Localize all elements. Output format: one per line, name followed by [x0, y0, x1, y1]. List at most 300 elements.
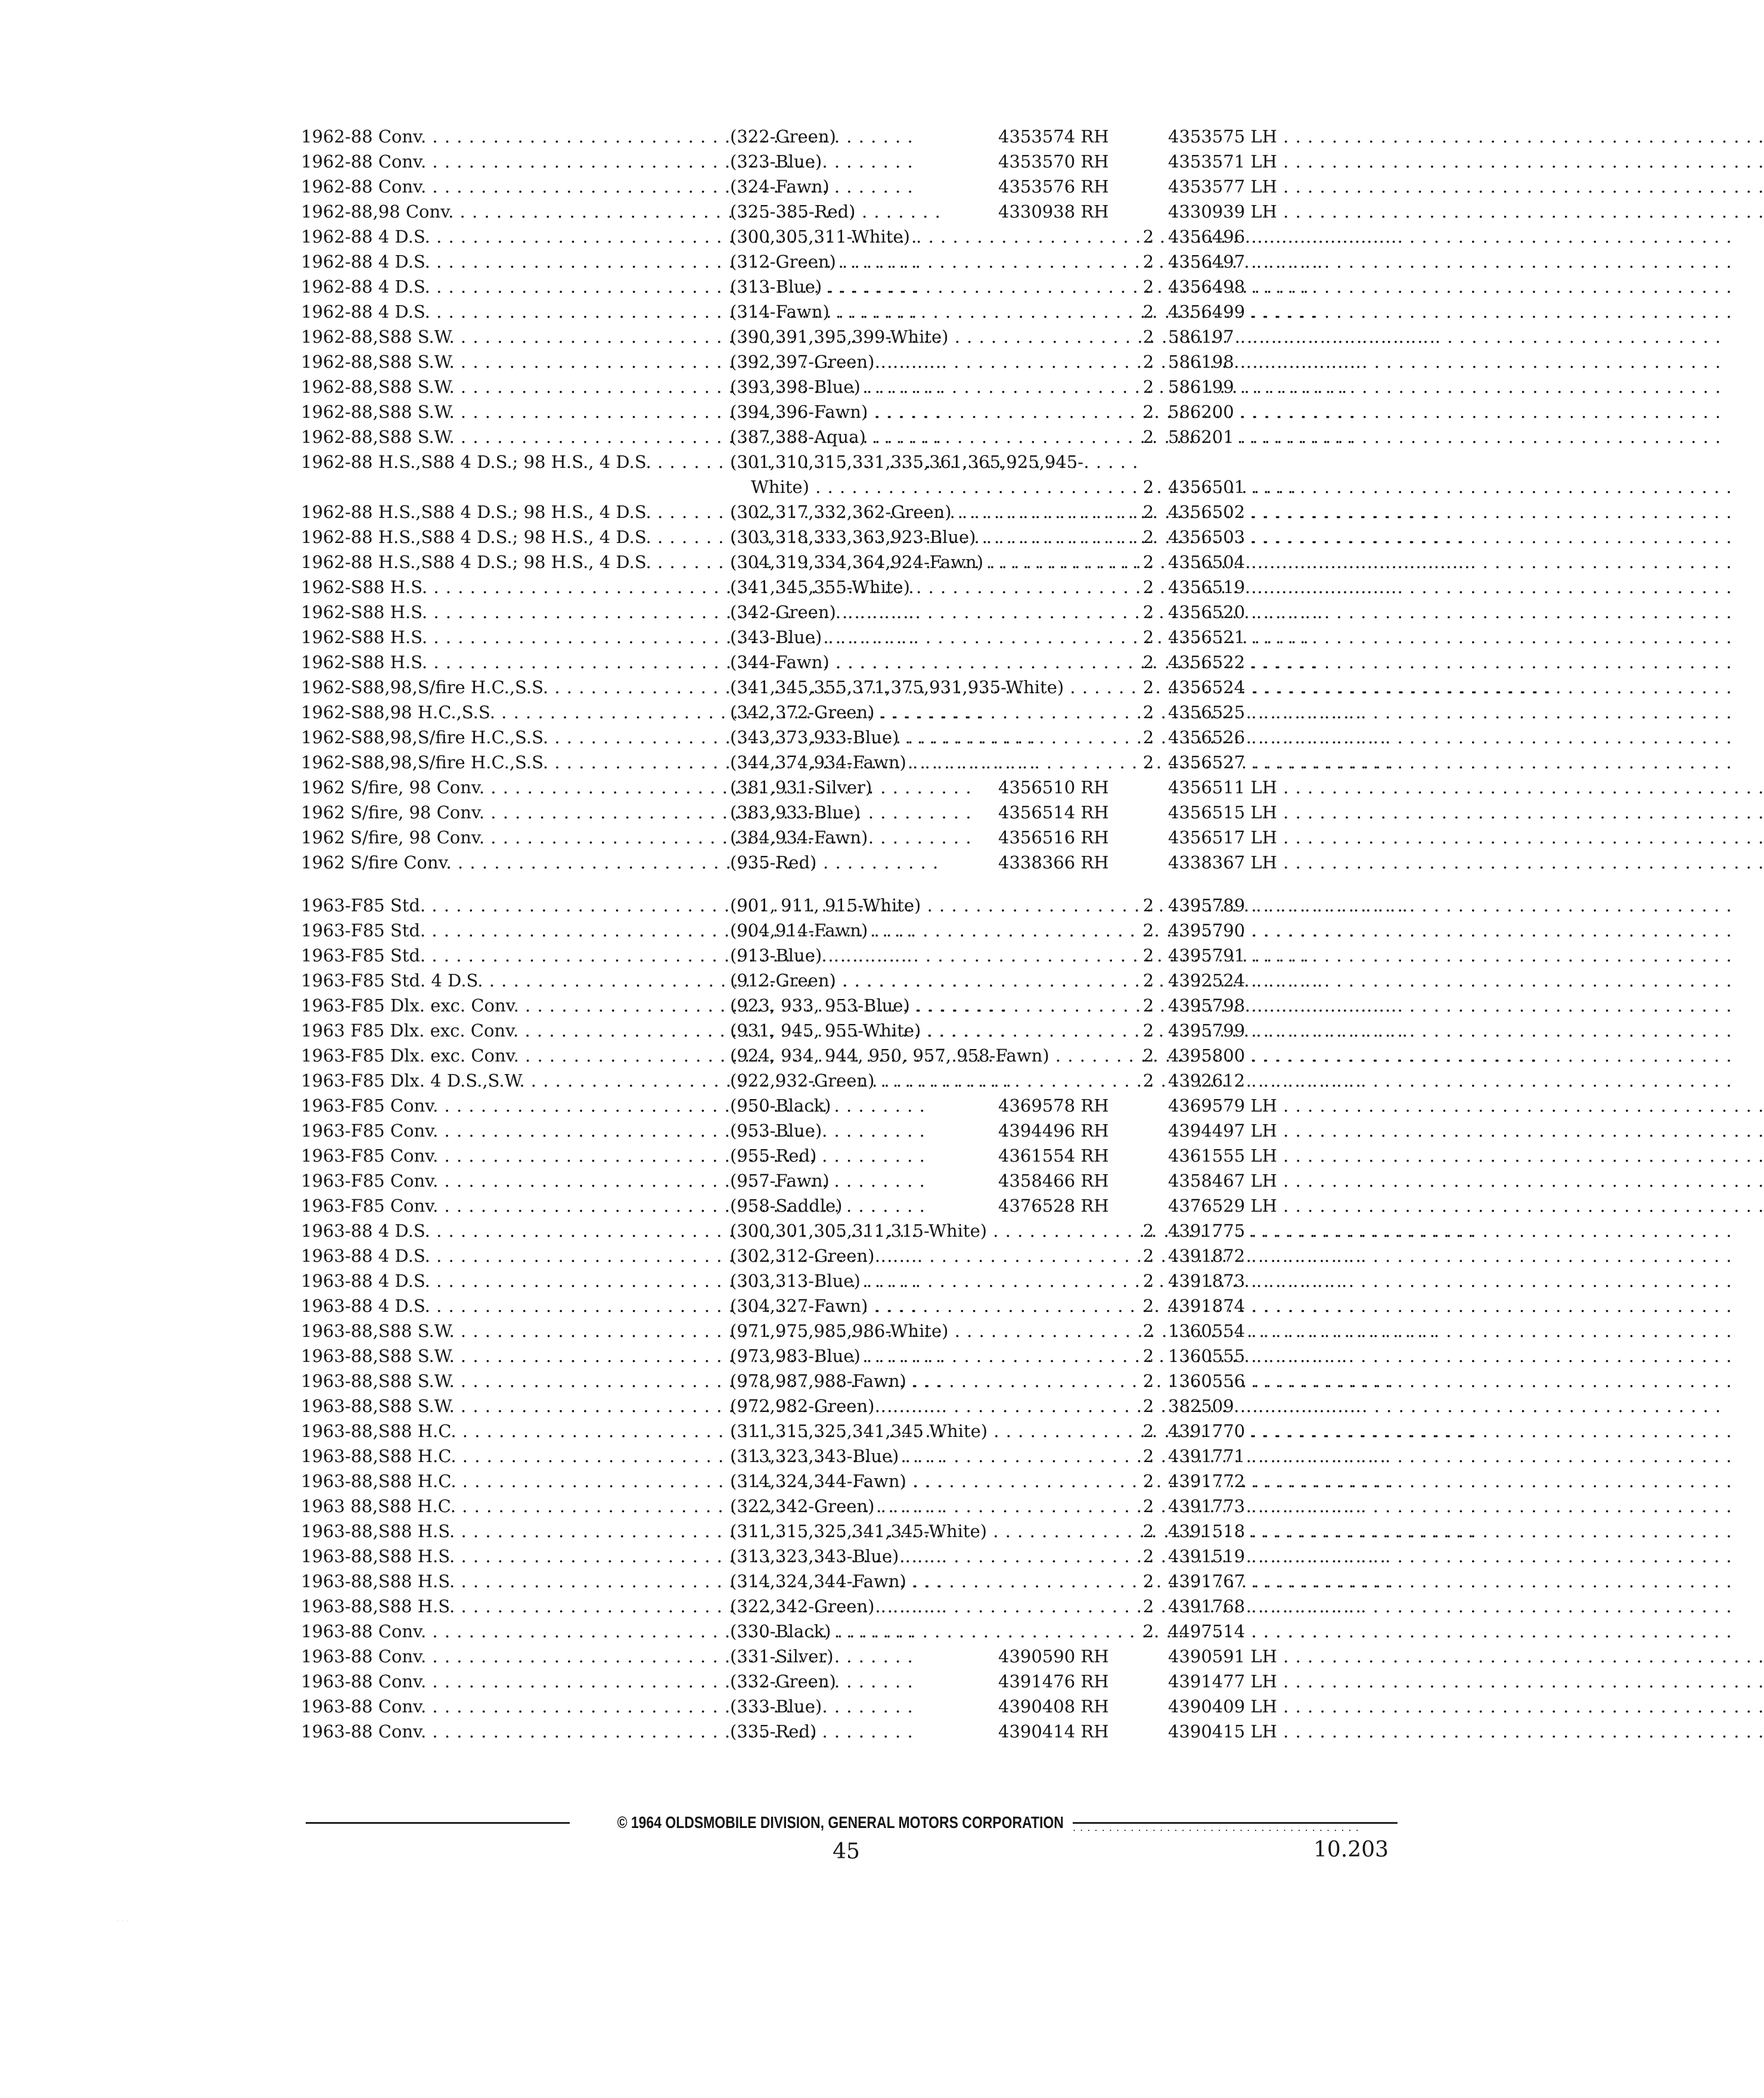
model-cell: 1963 88,S88 H.C. . . .	[301, 1494, 718, 1519]
color-code-cell: (331-Silver)	[730, 1646, 834, 1666]
part-number-cell: 4391477 LH . . .	[1168, 1669, 1403, 1694]
color-code-cell: (313,323,343-Blue) . . .	[730, 1444, 1129, 1469]
color-code-cell: (393,398-Blue) . . .	[730, 374, 1129, 399]
part-number-cell: 586201 . . .	[1168, 424, 1403, 449]
color-code-cell: (322,342-Green) . . .	[730, 1594, 1129, 1619]
table-row	[301, 1318, 1403, 1343]
part-number-cell: 4395790 . . .	[1168, 918, 1403, 943]
part-number-cell: 1360554 . . .	[1168, 1318, 1403, 1343]
table-row	[301, 1419, 1403, 1444]
table-row	[301, 1619, 1403, 1644]
model-cell: 1962-88,S88 S.W. . . .	[301, 324, 718, 349]
model-cell: 1962-S88,98,S/fire H.C.,S.S. . . .	[301, 725, 718, 750]
model-cell: 1962-88 H.S.,S88 4 D.S.; 98 H.S., 4 D.S. . . .	[301, 524, 718, 550]
model-cell: 1962-S88,98,S/fire H.C.,S.S. . . .	[301, 750, 718, 775]
quantity-cell: 2	[1142, 1421, 1154, 1441]
part-number-cell: 4356501 . . .	[1168, 474, 1403, 499]
color-code-cell: (924, 934, 944, 950, 957, 958-Fawn) . . .	[730, 1043, 1129, 1068]
quantity-cell: 2	[1142, 502, 1154, 522]
right-hand-part-number: 4394496 RH	[998, 1121, 1109, 1141]
color-code-cell: (332-Green)	[730, 1671, 836, 1692]
part-number-cell: 4353575 LH . . .	[1168, 124, 1403, 149]
table-row	[301, 149, 1403, 174]
table-row	[301, 1469, 1403, 1494]
model-cell: 1963-88,S88 H.S. . . .	[301, 1569, 718, 1594]
color-code-cell: (322,342-Green) . . .	[730, 1494, 1129, 1519]
quantity-cell: 2	[1142, 477, 1154, 497]
quantity-cell: 2	[1142, 1521, 1154, 1541]
model-cell: 1962-88 Conv. . . .	[301, 124, 718, 149]
color-code-cell: (300,301,305,311,315-White) . . .	[730, 1218, 1129, 1243]
table-row	[301, 1368, 1403, 1394]
table-row	[301, 943, 1403, 968]
part-number-cell: 586199 . . .	[1168, 374, 1403, 399]
table-row	[301, 1168, 1403, 1193]
table-row	[301, 199, 1403, 224]
quantity-cell: 2	[1142, 552, 1154, 572]
model-cell: 1963-88,S88 H.C. . . .	[301, 1469, 718, 1494]
table-row	[301, 1068, 1403, 1093]
model-cell: 1962 S/fire, 98 Conv. . . .	[301, 800, 718, 825]
table-row	[301, 650, 1403, 675]
part-number-cell: 4356520 . . .	[1168, 600, 1403, 625]
color-code-cell: (323-Blue)	[730, 151, 822, 172]
color-code-cell: (343,373,933-Blue) . . .	[730, 725, 1129, 750]
table-row	[301, 625, 1403, 650]
part-number-cell: 586197 . . .	[1168, 324, 1403, 349]
part-number-cell: 4356525 . . .	[1168, 700, 1403, 725]
model-cell: 1963-F85 Std. . . .	[301, 918, 718, 943]
footer-rule-left	[306, 1822, 570, 1824]
table-row	[301, 1118, 1403, 1143]
right-hand-part-number: 4390414 RH	[998, 1721, 1109, 1742]
model-cell: 1963-88,S88 H.S. . . .	[301, 1594, 718, 1619]
model-cell: 1962-88 Conv. . . .	[301, 174, 718, 199]
quantity-cell: 2	[1142, 602, 1154, 622]
part-number-cell: 4391768 . . .	[1168, 1594, 1403, 1619]
color-code-cell: (342-Green) . . .	[730, 600, 1129, 625]
color-code-cell: (978,987,988-Fawn) . . .	[730, 1368, 1129, 1394]
table-row	[301, 274, 1403, 299]
model-cell: 1962-S88 H.S. . . .	[301, 575, 718, 600]
part-number-cell: 4395791 . . .	[1168, 943, 1403, 968]
model-cell: 1963-88 Conv. . . .	[301, 1694, 718, 1719]
color-code-cell: (313-Blue) . . .	[730, 274, 1129, 299]
color-code-cell: (333-Blue)	[730, 1696, 822, 1717]
table-row	[301, 1193, 1403, 1218]
model-cell: 1962-88,S88 S.W. . . .	[301, 424, 718, 449]
table-row	[301, 550, 1403, 575]
color-code-cell: (300,305,311-White) . . .	[730, 224, 1129, 249]
color-code-cell: (912-Green) . . .	[730, 968, 1129, 993]
quantity-cell: 2	[1142, 226, 1154, 247]
model-cell: 1963-88 4 D.S. . . .	[301, 1293, 718, 1318]
right-hand-part-number: 4376528 RH	[998, 1196, 1109, 1216]
part-number-cell: 4392524 . . .	[1168, 968, 1403, 993]
part-number-cell: 4356502 . . .	[1168, 499, 1403, 524]
model-cell: 1963-88,S88 S.W. . . .	[301, 1343, 718, 1368]
table-row	[301, 918, 1403, 943]
right-hand-part-number: 4391476 RH	[998, 1671, 1109, 1692]
parts-catalog-table	[301, 124, 1403, 1744]
table-row	[301, 1243, 1403, 1268]
table-row	[301, 124, 1403, 149]
right-hand-part-number: 4353570 RH	[998, 151, 1109, 172]
table-row	[301, 174, 1403, 199]
part-number-cell: 4369579 LH . . .	[1168, 1093, 1403, 1118]
right-hand-part-number: 4390408 RH	[998, 1696, 1109, 1717]
quantity-cell: 2	[1142, 1045, 1154, 1066]
table-row	[301, 1494, 1403, 1519]
quantity-cell: 2	[1142, 895, 1154, 915]
color-code-cell: (957-Fawn)	[730, 1171, 830, 1191]
table-row	[301, 1218, 1403, 1243]
part-number-cell: 4392612 . . .	[1168, 1068, 1403, 1093]
table-row	[301, 1293, 1403, 1318]
model-cell: 1962-88 Conv. . . .	[301, 149, 718, 174]
part-number-cell: 4356524 . . .	[1168, 675, 1403, 700]
quantity-cell: 2	[1142, 327, 1154, 347]
quantity-cell: 2	[1142, 1221, 1154, 1241]
color-code-cell: (955-Red)	[730, 1146, 817, 1166]
model-cell: 1963-88 4 D.S. . . .	[301, 1243, 718, 1268]
quantity-cell: 2	[1142, 402, 1154, 422]
color-code-cell: (344-Fawn) . . .	[730, 650, 1129, 675]
color-code-cell: (325-385-Red)	[730, 201, 856, 222]
color-code-cell: (394,396-Fawn) . . .	[730, 399, 1129, 424]
part-number-cell: 4356498 . . .	[1168, 274, 1403, 299]
quantity-cell: 2	[1142, 1596, 1154, 1616]
table-row	[301, 1544, 1403, 1569]
quantity-cell: 2	[1142, 1471, 1154, 1491]
quantity-cell: 2	[1142, 995, 1154, 1016]
quantity-cell: 2	[1142, 1346, 1154, 1366]
model-cell: 1963-F85 Dlx. 4 D.S.,S.W. . . .	[301, 1068, 718, 1093]
color-code-cell: (383,933-Blue)	[730, 802, 861, 823]
model-cell: 1963 F85 Dlx. exc. Conv. . . .	[301, 1018, 718, 1043]
model-cell: 1962-88,98 Conv. . . .	[301, 199, 718, 224]
quantity-cell: 2	[1142, 1571, 1154, 1591]
color-code-continuation: White) . . .	[751, 474, 1129, 499]
color-code-cell: (971,975,985,986-White) . . .	[730, 1318, 1129, 1343]
model-cell: 1963-88,S88 H.S. . . .	[301, 1544, 718, 1569]
table-row	[301, 1694, 1403, 1719]
color-code-cell: (303,313-Blue) . . .	[730, 1268, 1129, 1293]
quantity-cell: 2	[1142, 920, 1154, 941]
model-cell: 1962-S88 H.S. . . .	[301, 625, 718, 650]
section-number: 10.203	[1313, 1838, 1389, 1862]
table-row	[301, 775, 1403, 800]
part-number-cell: 586200 . . .	[1168, 399, 1403, 424]
color-code-cell: (335-Red)	[730, 1721, 817, 1742]
model-cell: 1963-88,S88 S.W. . . .	[301, 1318, 718, 1343]
quantity-cell: 2	[1142, 1496, 1154, 1516]
color-code-cell: (311,315,325,341,345-White) . . .	[730, 1519, 1129, 1544]
right-hand-part-number: 4358466 RH	[998, 1171, 1109, 1191]
table-row	[301, 750, 1403, 775]
color-code-cell: (304,319,334,364,924-Fawn) . . .	[730, 550, 1129, 575]
part-number-cell: 4395799 . . .	[1168, 1018, 1403, 1043]
part-number-cell: 4376529 LH . . .	[1168, 1193, 1403, 1218]
part-number-cell: 4390415 LH . . .	[1168, 1719, 1403, 1744]
part-number-cell: 4353577 LH . . .	[1168, 174, 1403, 199]
right-hand-part-number: 4353576 RH	[998, 176, 1109, 197]
table-row	[301, 800, 1403, 825]
part-number-cell: 4391773 . . .	[1168, 1494, 1403, 1519]
model-cell: 1962-88 4 D.S. . . .	[301, 274, 718, 299]
part-number-cell: 4391771 . . .	[1168, 1444, 1403, 1469]
part-number-cell: 4391874 . . .	[1168, 1293, 1403, 1318]
color-code-cell: (341,345,355,371,375,931,935-White) . . .	[730, 675, 1129, 700]
part-number-cell: 1360556 . . .	[1168, 1368, 1403, 1394]
quantity-cell: 2	[1142, 1070, 1154, 1091]
color-code-cell: (302,312-Green) . . .	[730, 1243, 1129, 1268]
quantity-cell: 2	[1142, 677, 1154, 697]
model-cell: 1963-88 4 D.S. . . .	[301, 1218, 718, 1243]
part-number-cell: 4391767 . . .	[1168, 1569, 1403, 1594]
table-row	[301, 349, 1403, 374]
quantity-cell: 2	[1142, 252, 1154, 272]
quantity-cell: 2	[1142, 727, 1154, 747]
part-number-cell: 4391872 . . .	[1168, 1243, 1403, 1268]
color-code-cell: (343-Blue) . . .	[730, 625, 1129, 650]
model-cell: 1963-88,S88 S.W. . . .	[301, 1368, 718, 1394]
part-number-cell: 4356511 LH . . .	[1168, 775, 1403, 800]
model-cell: 1963-88 Conv. . . .	[301, 1719, 718, 1744]
table-row	[301, 1519, 1403, 1544]
right-hand-part-number: 4330938 RH	[998, 201, 1109, 222]
quantity-cell: 2	[1142, 1396, 1154, 1416]
table-row	[301, 524, 1403, 550]
color-code-cell: (390,391,395,399-White) . . .	[730, 324, 1129, 349]
model-cell: 1962-88 H.S.,S88 4 D.S.; 98 H.S., 4 D.S. . . .	[301, 449, 718, 474]
table-row	[301, 1018, 1403, 1043]
table-row	[301, 993, 1403, 1018]
model-cell: 1963-F85 Conv. . . .	[301, 1118, 718, 1143]
part-number-cell: 4356526 . . .	[1168, 725, 1403, 750]
model-cell: 1963-88 Conv. . . .	[301, 1644, 718, 1669]
color-code-cell: (313,323,343-Blue) . . .	[730, 1544, 1129, 1569]
right-hand-part-number: 4353574 RH	[998, 126, 1109, 147]
quantity-cell: 2	[1142, 1271, 1154, 1291]
quantity-cell: 2	[1142, 1371, 1154, 1391]
part-number-cell: 4361555 LH . . .	[1168, 1143, 1403, 1168]
color-code-cell: (387,388-Aqua) . . .	[730, 424, 1129, 449]
footer-rule-right	[1073, 1822, 1397, 1824]
model-cell: 1962 S/fire, 98 Conv. . . .	[301, 825, 718, 850]
color-code-cell: (311,315,325,341,345 White) . . .	[730, 1419, 1129, 1444]
model-cell: 1962-88 4 D.S. . . .	[301, 299, 718, 324]
table-row	[301, 449, 1403, 499]
table-row	[301, 1719, 1403, 1744]
color-code-cell: (958-Saddle)	[730, 1196, 843, 1216]
table-row	[301, 299, 1403, 324]
quantity-cell: 2	[1142, 752, 1154, 772]
model-cell: 1963-F85 Dlx. exc. Conv. . . .	[301, 993, 718, 1018]
quantity-cell: 2	[1142, 652, 1154, 672]
model-cell: 1962-S88 H.S. . . .	[301, 600, 718, 625]
part-number-cell: 4395789 . . .	[1168, 893, 1403, 918]
color-code-cell: (302,317,332,362-Green) . . .	[730, 499, 1129, 524]
right-hand-part-number: 4356510 RH	[998, 777, 1109, 797]
model-cell: 1962-88 4 D.S. . . .	[301, 249, 718, 274]
color-code-cell: (931, 945, 955-White) . . .	[730, 1018, 1129, 1043]
part-number-cell: 4391519 . . .	[1168, 1544, 1403, 1569]
part-number-cell: 382509 . . .	[1168, 1394, 1403, 1419]
table-row	[301, 1093, 1403, 1118]
color-code-cell: (953-Blue)	[730, 1121, 822, 1141]
part-number-cell: 4394497 LH . . .	[1168, 1118, 1403, 1143]
quantity-cell: 2	[1142, 970, 1154, 991]
color-code-cell: (923, 933, 953-Blue) . . .	[730, 993, 1129, 1018]
quantity-cell: 2	[1142, 627, 1154, 647]
quantity-cell: 2	[1142, 377, 1154, 397]
right-hand-part-number: 4356516 RH	[998, 827, 1109, 848]
quantity-cell: 2	[1142, 427, 1154, 447]
model-cell: 1962-88,S88 S.W. . . .	[301, 399, 718, 424]
model-cell: 1962-S88,98,S/fire H.C.,S.S. . . .	[301, 675, 718, 700]
color-code-cell: (344,374,934-Fawn) . . .	[730, 750, 1129, 775]
color-code-cell: (304,327-Fawn) . . .	[730, 1293, 1129, 1318]
color-code-cell: (973,983-Blue) . . .	[730, 1343, 1129, 1368]
part-number-cell: 4330939 LH . . .	[1168, 199, 1403, 224]
part-number-cell: 4390591 LH . . .	[1168, 1644, 1403, 1669]
table-row	[301, 575, 1403, 600]
table-row	[301, 968, 1403, 993]
model-cell: 1962-88 4 D.S. . . .	[301, 224, 718, 249]
part-number-cell: 4353571 LH . . .	[1168, 149, 1403, 174]
color-code-cell: (312-Green) . . .	[730, 249, 1129, 274]
model-cell: 1963-88,S88 H.C. . . .	[301, 1444, 718, 1469]
right-hand-part-number: 4356514 RH	[998, 802, 1109, 823]
color-code-cell: (392,397-Green) . . .	[730, 349, 1129, 374]
model-cell: 1962-88,S88 S.W. . . .	[301, 374, 718, 399]
part-number-cell: 4390409 LH . . .	[1168, 1694, 1403, 1719]
part-number-cell: 4356503 . . .	[1168, 524, 1403, 550]
model-cell: 1962 S/fire, 98 Conv. . . .	[301, 775, 718, 800]
part-number-cell: 4395798 . . .	[1168, 993, 1403, 1018]
part-number-cell: 4356527 . . .	[1168, 750, 1403, 775]
right-hand-part-number: 4390590 RH	[998, 1646, 1109, 1666]
model-cell: 1963-F85 Conv. . . .	[301, 1168, 718, 1193]
model-cell: 1962-S88,98 H.C.,S.S. . . .	[301, 700, 718, 725]
part-number-cell: 4391772 . . .	[1168, 1469, 1403, 1494]
table-row	[301, 399, 1403, 424]
table-row	[301, 725, 1403, 750]
table-row	[301, 224, 1403, 249]
model-cell: 1963-88 Conv. . . .	[301, 1669, 718, 1694]
quantity-cell: 2	[1142, 277, 1154, 297]
color-code-cell: (922,932-Green) . . .	[730, 1068, 1129, 1093]
table-row	[301, 249, 1403, 274]
color-code-cell: (935-Red)	[730, 852, 817, 873]
part-number-cell: 4338367 LH . . .	[1168, 850, 1403, 875]
table-row	[301, 1343, 1403, 1368]
table-row	[301, 675, 1403, 700]
quantity-cell: 2	[1142, 302, 1154, 322]
part-number-cell: 4356517 LH . . .	[1168, 825, 1403, 850]
part-number-cell: 4358467 LH . . .	[1168, 1168, 1403, 1193]
color-code-cell: (301,310,315,331,335,361,365,925,945-	[730, 452, 1084, 472]
right-hand-part-number: 4338366 RH	[998, 852, 1109, 873]
table-row	[301, 1444, 1403, 1469]
quantity-cell: 2	[1142, 577, 1154, 597]
part-number-cell: 4395800 . . .	[1168, 1043, 1403, 1068]
color-code-cell: (904,914-Fawn) . . .	[730, 918, 1129, 943]
model-cell: 1963-88,S88 H.C. . . .	[301, 1419, 718, 1444]
part-number-cell: 4497514 . . .	[1168, 1619, 1403, 1644]
table-row	[301, 850, 1403, 875]
table-row	[301, 1043, 1403, 1068]
model-cell: 1963-F85 Std. . . .	[301, 943, 718, 968]
model-cell: 1962-88 H.S.,S88 4 D.S.; 98 H.S., 4 D.S. . . .	[301, 550, 718, 575]
quantity-cell: 2	[1142, 1546, 1154, 1566]
model-cell: 1962-88 H.S.,S88 4 D.S.; 98 H.S., 4 D.S. . . .	[301, 499, 718, 524]
part-number-cell: 4356521 . . .	[1168, 625, 1403, 650]
part-number-cell: 586198 . . .	[1168, 349, 1403, 374]
part-number-cell: 4391770 . . .	[1168, 1419, 1403, 1444]
color-code-cell: (314-Fawn) . . .	[730, 299, 1129, 324]
color-code-cell: (901, 911, 915-White) . . .	[730, 893, 1129, 918]
part-number-cell: 4356499 . . .	[1168, 299, 1403, 324]
model-cell: 1962-88,S88 S.W. . . .	[301, 349, 718, 374]
quantity-cell: 2	[1142, 945, 1154, 966]
part-number-cell: 4356522 . . .	[1168, 650, 1403, 675]
part-number-cell: 4356515 LH . . .	[1168, 800, 1403, 825]
model-cell: 1963-88,S88 S.W. . . .	[301, 1394, 718, 1419]
quantity-cell: 2	[1142, 527, 1154, 547]
color-code-cell: (324-Fawn)	[730, 176, 830, 197]
right-hand-part-number: 4361554 RH	[998, 1146, 1109, 1166]
table-row	[301, 424, 1403, 449]
color-code-cell: (303,318,333,363,923-Blue) . . .	[730, 524, 1129, 550]
model-cell: 1963-88 4 D.S. . . .	[301, 1268, 718, 1293]
table-row	[301, 1644, 1403, 1669]
table-row	[301, 324, 1403, 349]
quantity-cell: 2	[1142, 1321, 1154, 1341]
color-code-cell: (330-Black) . . .	[730, 1619, 1129, 1644]
part-number-cell: 4356497 . . .	[1168, 249, 1403, 274]
table-row	[301, 893, 1403, 918]
model-cell: 1963-F85 Conv. . . .	[301, 1193, 718, 1218]
table-row	[301, 600, 1403, 625]
color-code-cell: (381,931-Silver)	[730, 777, 872, 797]
model-cell: 1963-F85 Conv. . . .	[301, 1143, 718, 1168]
table-row	[301, 1669, 1403, 1694]
color-code-cell: (384,934-Fawn)	[730, 827, 868, 848]
quantity-cell: 2	[1142, 352, 1154, 372]
color-code-cell: (913-Blue) . . .	[730, 943, 1129, 968]
model-cell: 1962-S88 H.S. . . .	[301, 650, 718, 675]
model-cell: 1963-F85 Conv. . . .	[301, 1093, 718, 1118]
model-cell: 1963-88 Conv. . . .	[301, 1619, 718, 1644]
table-row	[301, 499, 1403, 524]
part-number-cell: 4356504 . . .	[1168, 550, 1403, 575]
table-row	[301, 1594, 1403, 1619]
table-row	[301, 1143, 1403, 1168]
quantity-cell: 2	[1142, 1246, 1154, 1266]
color-code-cell: (341,345,355-White) . . .	[730, 575, 1129, 600]
table-row	[301, 1394, 1403, 1419]
model-cell: 1963-F85 Std. . . .	[301, 893, 718, 918]
page-number: 45	[833, 1839, 860, 1864]
part-number-cell: 4391518 . . .	[1168, 1519, 1403, 1544]
table-row	[301, 1268, 1403, 1293]
table-row	[301, 825, 1403, 850]
color-code-cell: (322-Green)	[730, 126, 836, 147]
color-code-cell: (314,324,344-Fawn) . . .	[730, 1469, 1129, 1494]
color-code-cell: (342,372-Green) . . .	[730, 700, 1129, 725]
